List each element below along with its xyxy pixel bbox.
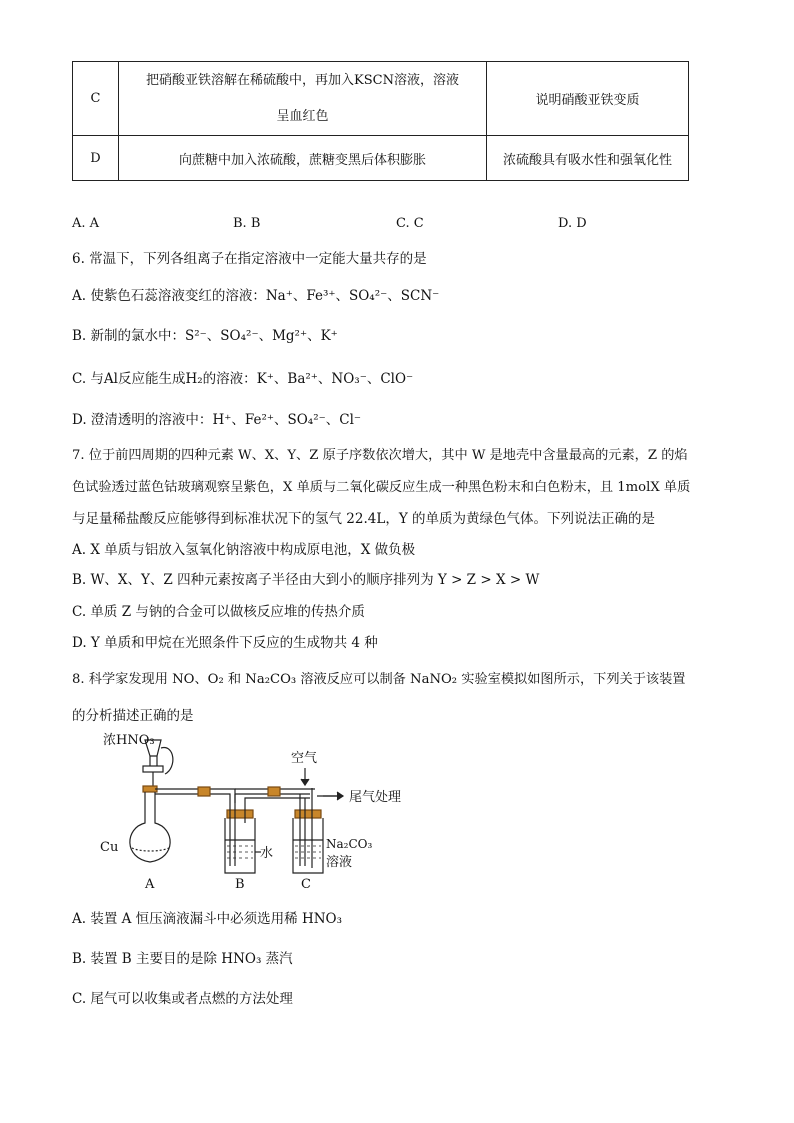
label-c: C — [301, 877, 311, 892]
q8-stem-line2: 的分析描述正确的是 — [72, 708, 194, 724]
q6-stem: 6. 常温下，下列各组离子在指定溶液中一定能大量共存的是 — [72, 251, 427, 267]
air-label: 空气 — [291, 751, 318, 766]
q7-option-d: D. Y 单质和甲烷在光照条件下反应的生成物共 4 种 — [72, 635, 378, 651]
funnel-stopcock — [143, 766, 163, 772]
q8-option-c: C. 尾气可以收集或者点燃的方法处理 — [72, 991, 293, 1007]
q6-option-b: B. 新制的氯水中：S²⁻、SO₄²⁻、Mg²⁺、K⁺ — [72, 328, 338, 344]
label-b: B — [235, 877, 245, 892]
table-row — [73, 136, 689, 181]
round-bottom-flask — [130, 792, 170, 862]
tail-gas-label: 尾气处理 — [349, 790, 402, 805]
q8-option-b: B. 装置 B 主要目的是除 HNO₃ 蒸汽 — [72, 951, 293, 967]
acid-label: 浓HNO₃ — [103, 733, 155, 748]
q6-option-d: D. 澄清透明的溶液中：H⁺、Fe²⁺、SO₄²⁻、Cl⁻ — [72, 412, 362, 428]
row-action: 向蔗糖中加入浓硫酸，蔗糖变黑后体积膨胀 — [119, 136, 487, 181]
row-conclusion: 浓硫酸具有吸水性和强氧化性 — [487, 136, 689, 181]
q5-option-b: B. B — [233, 216, 261, 231]
apparatus-figure — [95, 728, 425, 896]
label-a: A — [145, 877, 155, 892]
q6-option-a: A. 使紫色石蕊溶液变红的溶液：Na⁺、Fe³⁺、SO₄²⁻、SCN⁻ — [72, 288, 440, 304]
table-row — [73, 62, 689, 136]
q5-option-c: C. C — [396, 216, 424, 231]
q8-stem-line1: 8. 科学家发现用 NO、O₂ 和 Na₂CO₃ 溶液反应可以制备 NaNO₂ 实验室模拟如图所示，下列关于该装置 — [72, 672, 686, 687]
q7-stem-line1: 7. 位于前四周期的四种元素 W、X、Y、Z 原子序数依次增大，其中 W 是地壳中含量最高的元素，Z 的焰 — [72, 448, 688, 463]
q5-option-a: A. A — [72, 216, 100, 231]
stopper-a — [143, 786, 157, 792]
na2co3-label: Na₂CO₃ — [326, 837, 373, 851]
row-action: 把硝酸亚铁溶解在稀硫酸中，再加入KSCN溶液，溶液 呈血红色 — [119, 62, 487, 136]
options-table — [72, 61, 689, 181]
water-label: 水 — [260, 846, 274, 861]
cu-label: Cu — [100, 840, 119, 855]
q8-option-a: A. 装置 A 恒压滴液漏斗中必须选用稀 HNO₃ — [72, 911, 343, 927]
tube-clip-2 — [268, 787, 280, 796]
reaction-bottle-c — [293, 818, 323, 873]
q5-option-d: D. D — [558, 216, 587, 231]
q7-option-a: A. X 单质与铝放入氢氧化钠溶液中构成原电池，X 做负极 — [72, 542, 416, 558]
q6-option-c: C. 与Al反应能生成H₂的溶液：K⁺、Ba²⁺、NO₃⁻、ClO⁻ — [72, 371, 414, 387]
row-conclusion: 说明硝酸亚铁变质 — [487, 62, 689, 136]
q7-stem-line2: 色试验透过蓝色钴玻璃观察呈紫色，X 单质与二氧化碳反应生成一种黑色粉末和白色粉末，且 1molX 单质 — [72, 480, 691, 495]
stopper-b — [227, 810, 253, 818]
q7-option-c: C. 单质 Z 与钠的合金可以做核反应堆的传热介质 — [72, 604, 365, 620]
q7-option-b: B. W、X、Y、Z 四种元素按离子半径由大到小的顺序排列为 Y > Z > X > W — [72, 572, 540, 588]
solution-label: 溶液 — [326, 855, 353, 870]
stopper-c — [295, 810, 321, 818]
row-label: C — [73, 62, 119, 136]
row-label: D — [73, 136, 119, 181]
tube-clip-1 — [198, 787, 210, 796]
q7-stem-line3: 与足量稀盐酸反应能够得到标准状况下的氢气 22.4L，Y 的单质为黄绿色气体。下列说法正确的是 — [72, 511, 656, 527]
